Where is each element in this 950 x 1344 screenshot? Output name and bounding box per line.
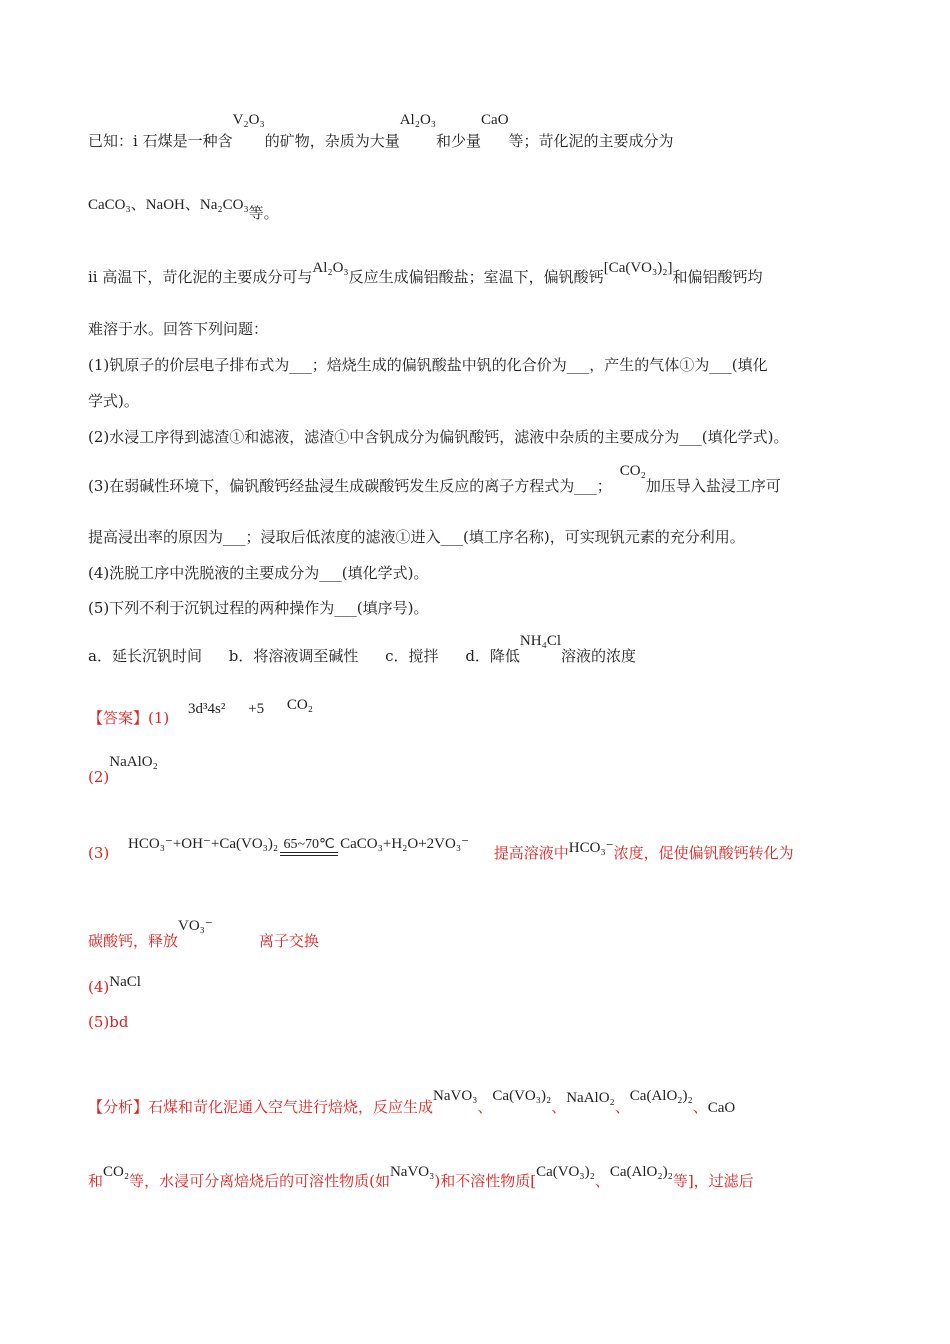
option-a: a．延长沉钒时间 <box>88 647 202 665</box>
question-4: (4)洗脱工序中洗脱液的主要成分为___(填化学式)。 <box>88 564 429 582</box>
equals-bar <box>280 852 338 856</box>
text: 加压导入盐浸工序可 <box>645 477 781 495</box>
text: 等。 <box>248 204 279 222</box>
answer-4 <box>88 974 890 997</box>
option-b: b．将溶液调至碱性 <box>228 647 359 665</box>
formula-hco3: HCO₃⁻ <box>568 840 614 856</box>
answer-3-equation <box>128 834 469 856</box>
question-1-line-1: (1)钒原子的价层电子排布式为___；焙烧生成的偏钒酸盐中钒的化合价为___，产生的气体①为___(填化 <box>88 356 768 374</box>
answer-3-line-1 <box>88 836 890 866</box>
option-d: d．降低 <box>465 647 520 665</box>
separator: 、 <box>594 1172 610 1190</box>
text: 等，水浸可分离焙烧后的可溶性物质(如 <box>129 1172 390 1190</box>
text: 的矿物，杂质为大量 <box>264 132 400 150</box>
answer-1-gas: CO₂ <box>286 697 313 713</box>
question-5: (5)下列不利于沉钒过程的两种操作为___(填序号)。 <box>88 599 429 617</box>
answer-2-formula: NaAlO₂ <box>109 754 158 770</box>
formula-nh4cl: NH₄Cl <box>519 633 561 649</box>
formula-naalo2: NaAlO₂ <box>566 1090 615 1106</box>
formula-co2: CO₂ <box>619 463 646 479</box>
formula-al2o3: Al₂O₃ <box>399 112 437 128</box>
answer-1 <box>88 697 890 728</box>
text: 和偏铝酸钙均 <box>672 268 763 286</box>
question-5-options <box>88 633 890 666</box>
question-2: (2)水浸工序得到滤渣①和滤液，滤渣①中含钒成分为偏钒酸钙，滤液中杂质的主要成分为___(填化学式)。 <box>88 428 789 446</box>
text: 溶液的浓度 <box>561 647 637 665</box>
formula-ca-vo3-2: Ca(VO₃)₂ <box>536 1164 595 1180</box>
text: 和 <box>88 1172 104 1190</box>
formula-ca-vo3-2: [Ca(VO₃)₂] <box>603 260 673 276</box>
text: 浓度，促使偏钒酸钙转化为 <box>613 844 794 862</box>
analysis-line-1 <box>88 1088 890 1117</box>
text: 已知：i 石煤是一种含 <box>88 132 233 150</box>
formula-ca-alo2-2: Ca(AlO₂)₂ <box>609 1164 673 1180</box>
formula-al2o3: Al₂O₃ <box>312 260 349 276</box>
answer-2-label: (2) <box>88 768 110 786</box>
answer-3-label: (3) <box>88 844 110 862</box>
known-line-3 <box>88 260 890 287</box>
formula-co2: CO₂ <box>103 1164 130 1180</box>
text: 离子交换 <box>258 932 319 950</box>
separator: 、 <box>551 1098 567 1116</box>
text: 【分析】石煤和苛化泥通入空气进行焙烧，反应生成 <box>88 1098 434 1116</box>
text: 和少量 <box>436 132 482 150</box>
answer-4-formula: NaCl <box>109 974 141 990</box>
text: 等]，过滤后 <box>672 1172 754 1190</box>
formula-v2o3: V₂O₃ <box>232 112 265 128</box>
answer-1-valence: +5 <box>248 701 265 717</box>
separator: 、 <box>614 1098 630 1116</box>
formula-vo3: VO₃⁻ <box>178 918 213 934</box>
answer-3-line-2 <box>88 918 890 951</box>
formula-navo3: NaVO₃ <box>389 1164 435 1180</box>
answer-label: 【答案】(1) <box>88 709 170 727</box>
answer-5: (5)bd <box>88 1013 129 1031</box>
separator: 、 <box>692 1098 708 1116</box>
answer-4-label: (4) <box>88 978 110 996</box>
text: 等；苛化泥的主要成分为 <box>508 132 674 150</box>
question-3-line-2: 提高浸出率的原因为___；浸取后低浓度的滤液①进入___(填工序名称)，可实现钒元素的充分利用。 <box>88 528 745 546</box>
text: )和不溶性物质[ <box>434 1172 537 1190</box>
question-1-line-2: 学式)。 <box>88 392 139 410</box>
equation-left: HCO₃⁻+OH⁻+Ca(VO₃)₂ <box>128 836 279 852</box>
known-line-1 <box>88 112 890 151</box>
reaction-condition: 65~70℃ <box>283 837 335 852</box>
formula-ca-vo3-2: Ca(VO₃)₂ <box>492 1088 552 1104</box>
equation-right: CaCO₃+H₂O+2VO₃⁻ <box>340 836 469 852</box>
formula-cao: CaO <box>707 1100 736 1116</box>
answer-2 <box>88 754 890 787</box>
text: 提高溶液中 <box>493 844 569 862</box>
question-3-line-1 <box>88 463 890 496</box>
known-line-2 <box>88 193 890 222</box>
text: 碳酸钙，释放 <box>88 932 179 950</box>
text: (3)在弱碱性环境下，偏钒酸钙经盐浸生成碳酸钙发生反应的离子方程式为___； <box>88 477 612 495</box>
formula-navo3: NaVO₃ <box>433 1088 478 1104</box>
answer-1-config: 3d³4s² <box>188 701 226 717</box>
analysis-line-2 <box>88 1164 890 1191</box>
known-line-4: 难溶于水。回答下列问题： <box>88 320 269 338</box>
text: 反应生成偏铝酸盐；室温下，偏钒酸钙 <box>348 268 604 286</box>
option-c: c．搅拌 <box>385 647 439 665</box>
reaction-condition-arrow <box>280 838 338 856</box>
text: ii 高温下，苛化泥的主要成分可与 <box>88 268 313 286</box>
formula-cao: CaO <box>481 112 509 128</box>
formula-caustic-mud: CaCO₃、NaOH、Na₂CO₃ <box>88 197 249 213</box>
formula-ca-alo2-2: Ca(AlO₂)₂ <box>629 1088 693 1104</box>
separator: 、 <box>477 1098 493 1116</box>
